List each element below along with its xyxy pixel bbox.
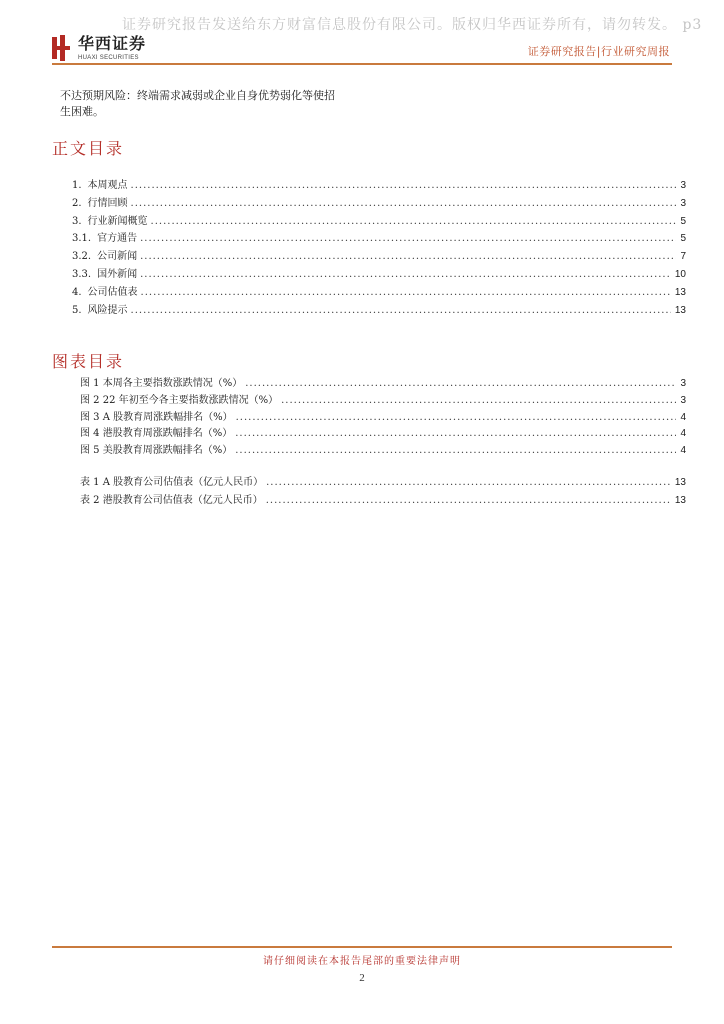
figures-title: 图表目录 xyxy=(52,352,125,371)
huaxi-logo xyxy=(52,34,146,62)
figure-entry-page: 4 xyxy=(680,411,686,423)
figure-entry-label: 图 3 A 股教育周涨跌幅排名（%） xyxy=(80,411,233,423)
figure-entry-label: 图 2 22 年初至今各主要指数涨跌情况（%） xyxy=(80,394,279,406)
legal-disclaimer: 请仔细阅读在本报告尾部的重要法律声明 xyxy=(263,956,461,967)
figure-entry-page: 3 xyxy=(680,378,686,389)
toc-entry[interactable] xyxy=(72,212,686,229)
toc-entry-page: 3 xyxy=(680,197,686,209)
figure-entry[interactable] xyxy=(80,441,686,458)
toc-entry-page: 3 xyxy=(680,180,686,191)
intro-line: 生困难。 xyxy=(60,105,104,118)
toc-entry[interactable] xyxy=(72,283,686,300)
table-entry-label: 表 2 港股教育公司估值表（亿元人民币） xyxy=(80,495,263,506)
toc-leader-dots xyxy=(141,287,671,298)
page-number: 2 xyxy=(359,972,365,984)
figure-entry[interactable] xyxy=(80,374,686,391)
toc-entry-page: 5 xyxy=(680,233,686,245)
toc-leader-dots xyxy=(140,251,676,262)
toc-entry[interactable] xyxy=(72,229,686,246)
toc-entry-label: 公司新闻 xyxy=(97,251,138,263)
toc-entry-page: 13 xyxy=(674,304,686,316)
toc-entry-label: 本周观点 xyxy=(87,180,128,191)
toc-entry-page: 7 xyxy=(680,251,686,263)
toc-leader-dots xyxy=(151,216,677,227)
figure-leader-dots xyxy=(245,378,676,389)
figure-leader-dots xyxy=(235,445,676,456)
intro-paragraph xyxy=(60,88,335,120)
huaxi-logo-icon xyxy=(52,35,72,61)
table-entry[interactable] xyxy=(80,473,686,490)
table-entry-label: 表 1 A 股教育公司估值表（亿元人民币） xyxy=(80,477,264,488)
figure-entry[interactable] xyxy=(80,424,686,441)
figure-leader-dots xyxy=(281,395,676,406)
figure-entry[interactable] xyxy=(80,391,686,408)
toc-entry-label: 风险提示 xyxy=(87,304,128,316)
table-entry-page: 13 xyxy=(674,495,686,506)
figure-leader-dots xyxy=(236,412,677,423)
toc-leader-dots xyxy=(131,180,677,191)
toc-leader-dots xyxy=(131,305,671,316)
table-entry-page: 13 xyxy=(674,477,686,488)
toc-entry-number: 3.1. xyxy=(72,233,92,245)
footer-divider xyxy=(52,946,672,948)
figure-entry-label: 图 4 港股教育周涨跌幅排名（%） xyxy=(80,428,233,440)
figure-entry-page: 4 xyxy=(680,428,686,440)
toc-entry-label: 官方通告 xyxy=(97,233,138,245)
toc-entry[interactable] xyxy=(72,194,686,211)
toc-entry-label: 行情回顾 xyxy=(87,197,128,209)
toc-title: 正文目录 xyxy=(52,139,125,158)
toc-entry[interactable] xyxy=(72,265,686,282)
table-entry[interactable] xyxy=(80,491,686,508)
toc-leader-dots xyxy=(131,198,677,209)
watermark-text: 证券研究报告发送给东方财富信息股份有限公司。版权归华西证券所有，请勿转发。 p3 xyxy=(122,17,703,33)
figure-entry-page: 4 xyxy=(680,445,686,457)
intro-line: 不达预期风险：终端需求减弱或企业自身优势弱化等使招 xyxy=(60,89,335,102)
toc-entry-number: 3.2. xyxy=(72,251,92,263)
figure-entry[interactable] xyxy=(80,408,686,425)
logo-name-cn: 华西证券 xyxy=(78,33,147,53)
toc-leader-dots xyxy=(140,269,671,280)
table-leader-dots xyxy=(266,495,671,506)
logo-name-en: HUAXI SECURITIES xyxy=(78,54,139,61)
toc-entry-number: 2. xyxy=(72,197,82,209)
figure-leader-dots xyxy=(235,428,676,439)
figure-entry-label: 图 1 本周各主要指数涨跌情况（%） xyxy=(80,378,243,389)
report-type: 证券研究报告|行业研究周报 xyxy=(527,45,670,58)
toc-entry-label: 行业新闻概览 xyxy=(87,215,148,227)
figure-entry-label: 图 5 美股教育周涨跌幅排名（%） xyxy=(80,445,233,457)
toc-entry-page: 10 xyxy=(674,269,686,280)
toc-entry-page: 13 xyxy=(674,286,686,298)
table-leader-dots xyxy=(266,477,671,488)
toc-entry-number: 3.3. xyxy=(72,269,92,280)
figure-entry-page: 3 xyxy=(680,394,686,406)
toc-leader-dots xyxy=(140,233,676,244)
toc-entry-page: 5 xyxy=(680,215,686,227)
toc-entry-label: 公司估值表 xyxy=(87,286,138,298)
header-divider xyxy=(52,63,672,65)
toc-entry-number: 1. xyxy=(72,180,82,191)
toc-entry[interactable] xyxy=(72,301,686,318)
toc-entry[interactable] xyxy=(72,176,686,193)
toc-entry-label: 国外新闻 xyxy=(97,269,138,280)
toc-entry-number: 4. xyxy=(72,286,82,298)
toc-entry-number: 3. xyxy=(72,215,82,227)
toc-entry[interactable] xyxy=(72,247,686,264)
toc-entry-number: 5. xyxy=(72,304,82,316)
